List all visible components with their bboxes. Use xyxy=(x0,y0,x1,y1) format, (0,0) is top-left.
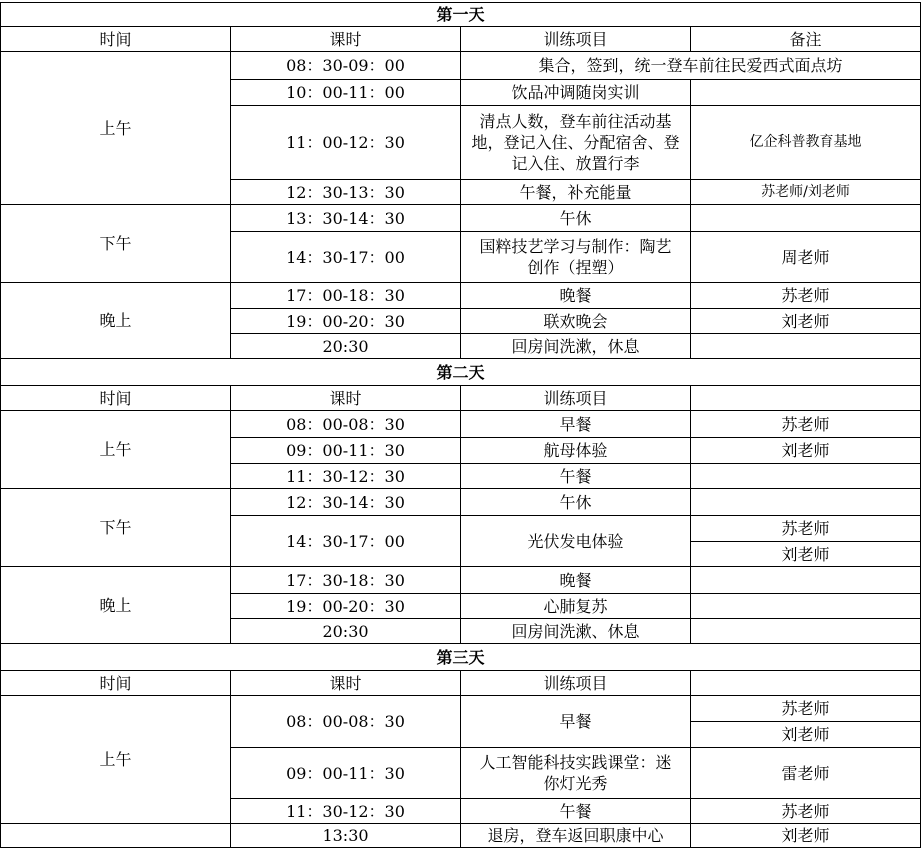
note-cell xyxy=(691,205,921,232)
period-label: 晚上 xyxy=(0,567,231,644)
training-item: 早餐 xyxy=(461,411,691,438)
day-title: 第三天 xyxy=(0,644,921,671)
note-cell: 刘老师 xyxy=(691,824,921,848)
training-item: 国粹技艺学习与制作：陶艺创作（捏塑） xyxy=(461,232,691,283)
session-time: 09：00-11：30 xyxy=(231,438,461,464)
training-item: 集合，签到，统一登车前往民爱西式面点坊 xyxy=(461,52,921,80)
session-time: 14：30-17：00 xyxy=(231,516,461,567)
training-item: 早餐 xyxy=(461,696,691,748)
period-label: 晚上 xyxy=(0,283,231,359)
session-time: 14：30-17：00 xyxy=(231,232,461,283)
session-time: 11：30-12：30 xyxy=(231,464,461,489)
header-time: 时间 xyxy=(0,386,231,411)
day-title: 第一天 xyxy=(0,2,921,27)
note-cell: 苏老师 xyxy=(691,411,921,438)
note-cell xyxy=(691,489,921,516)
note-cell: 亿企科普教育基地 xyxy=(691,106,921,180)
day-title: 第二天 xyxy=(0,359,921,386)
note-cell xyxy=(691,464,921,489)
training-item: 晚餐 xyxy=(461,567,691,594)
training-item: 光伏发电体验 xyxy=(461,516,691,567)
training-item: 午餐 xyxy=(461,799,691,824)
training-item: 人工智能科技实践课堂：迷你灯光秀 xyxy=(461,748,691,799)
header-note xyxy=(691,386,921,411)
training-item: 回房间洗漱，休息 xyxy=(461,334,691,359)
note-cell xyxy=(691,619,921,644)
note-cell xyxy=(691,567,921,594)
training-item: 午休 xyxy=(461,205,691,232)
note-cell: 刘老师 xyxy=(691,309,921,334)
training-item: 联欢晚会 xyxy=(461,309,691,334)
header-session: 课时 xyxy=(231,27,461,52)
header-item: 训练项目 xyxy=(461,386,691,411)
session-time: 19：00-20：30 xyxy=(231,594,461,619)
note-cell xyxy=(691,594,921,619)
session-time: 12：30-14：30 xyxy=(231,489,461,516)
session-time: 10：00-11：00 xyxy=(231,80,461,106)
note-cell: 苏老师 xyxy=(691,799,921,824)
note-cell: 刘老师 xyxy=(691,722,921,748)
training-item: 心肺复苏 xyxy=(461,594,691,619)
header-session: 课时 xyxy=(231,671,461,696)
session-time: 17：30-18：30 xyxy=(231,567,461,594)
session-time: 13：30-14：30 xyxy=(231,205,461,232)
note-cell: 苏老师 xyxy=(691,283,921,309)
note-cell: 刘老师 xyxy=(691,542,921,567)
session-time: 20:30 xyxy=(231,619,461,644)
session-time: 11：30-12：30 xyxy=(231,799,461,824)
header-session: 课时 xyxy=(231,386,461,411)
training-item: 航母体验 xyxy=(461,438,691,464)
note-cell xyxy=(691,80,921,106)
note-cell: 苏老师 xyxy=(691,516,921,542)
training-item: 午餐，补充能量 xyxy=(461,180,691,205)
header-time: 时间 xyxy=(0,27,231,52)
training-item: 回房间洗漱、休息 xyxy=(461,619,691,644)
period-label: 上午 xyxy=(0,52,231,205)
session-time: 08：00-08：30 xyxy=(231,411,461,438)
session-time: 12：30-13：30 xyxy=(231,180,461,205)
session-time: 17：00-18：30 xyxy=(231,283,461,309)
header-note xyxy=(691,671,921,696)
header-note: 备注 xyxy=(691,27,921,52)
training-item: 饮品冲调随岗实训 xyxy=(461,80,691,106)
note-cell: 雷老师 xyxy=(691,748,921,799)
note-cell: 苏老师/刘老师 xyxy=(691,180,921,205)
session-time: 08：30-09：00 xyxy=(231,52,461,80)
period-label: 下午 xyxy=(0,489,231,567)
session-time: 20:30 xyxy=(231,334,461,359)
period-label xyxy=(0,824,231,848)
period-label: 上午 xyxy=(0,411,231,489)
note-cell: 刘老师 xyxy=(691,438,921,464)
training-item: 晚餐 xyxy=(461,283,691,309)
header-item: 训练项目 xyxy=(461,27,691,52)
period-label: 下午 xyxy=(0,205,231,283)
header-item: 训练项目 xyxy=(461,671,691,696)
session-time: 13:30 xyxy=(231,824,461,848)
session-time: 11：00-12：30 xyxy=(231,106,461,180)
period-label: 上午 xyxy=(0,696,231,824)
header-time: 时间 xyxy=(0,671,231,696)
training-item: 午休 xyxy=(461,489,691,516)
training-item: 退房，登车返回职康中心 xyxy=(461,824,691,848)
training-item: 午餐 xyxy=(461,464,691,489)
note-cell xyxy=(691,334,921,359)
session-time: 09：00-11：30 xyxy=(231,748,461,799)
session-time: 08：00-08：30 xyxy=(231,696,461,748)
note-cell: 苏老师 xyxy=(691,696,921,722)
training-item: 清点人数，登车前往活动基地，登记入住、分配宿舍、登记入住、放置行李 xyxy=(461,106,691,180)
note-cell: 周老师 xyxy=(691,232,921,283)
session-time: 19：00-20：30 xyxy=(231,309,461,334)
